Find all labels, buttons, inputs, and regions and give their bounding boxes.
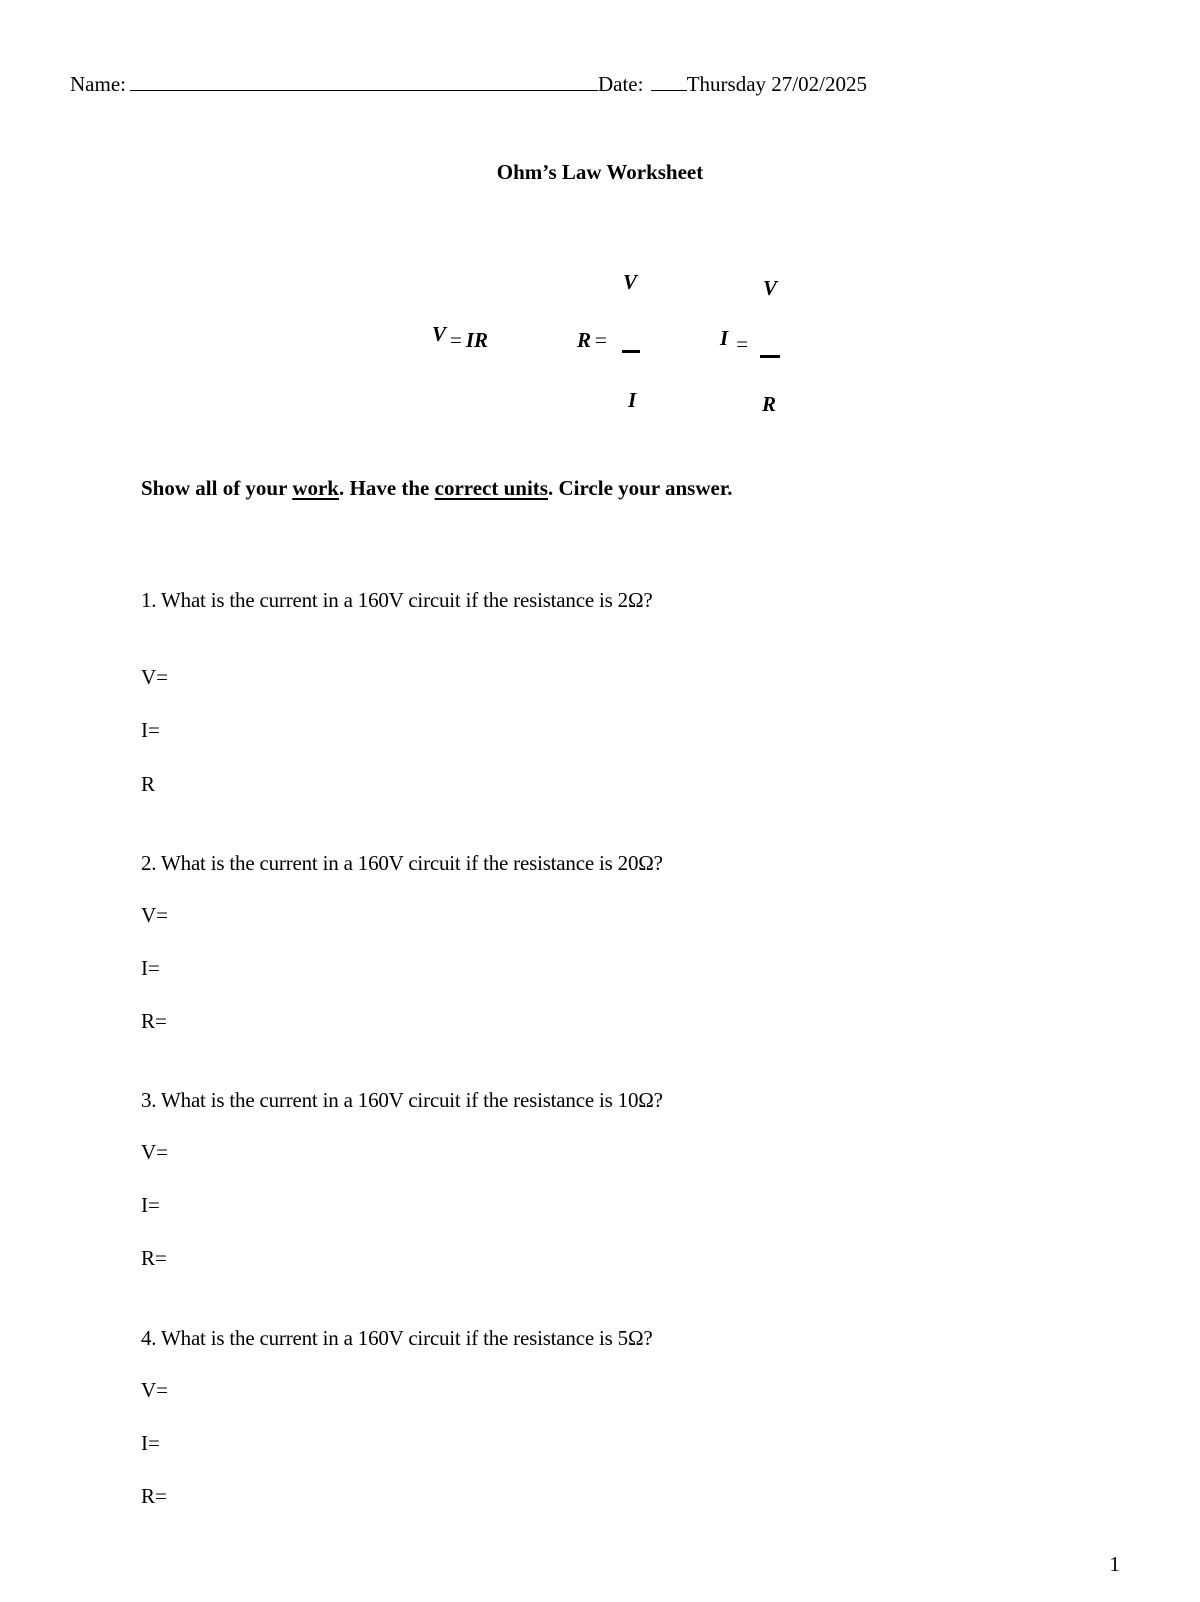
q1-resistance-label: R <box>141 772 156 796</box>
instructions-part3: . Circle your answer. <box>547 476 733 500</box>
formula-i-numerator: V <box>763 276 778 300</box>
q2-resistance-label: R= <box>141 1009 167 1033</box>
formula-v-ir-eq: = <box>450 328 462 352</box>
formula-i-fraction-bar <box>760 355 780 358</box>
q4-current-label: I= <box>141 1431 160 1455</box>
formula-v-ir-lhs: V <box>432 322 447 346</box>
date-value: Thursday 27/02/2025 <box>686 72 867 96</box>
q3-current-label: I= <box>141 1193 160 1217</box>
formula-v-ir-rhs: IR <box>465 328 489 352</box>
q1-voltage-label: V= <box>141 665 169 689</box>
name-label: Name: <box>70 72 126 96</box>
question-2: 2. What is the current in a 160V circuit if the resistance is 20Ω? <box>141 851 663 875</box>
formula-i-lhs: I <box>720 326 729 350</box>
question-1: 1. What is the current in a 160V circuit if the resistance is 2Ω? <box>141 588 653 612</box>
formula-r-lhs-group <box>577 328 607 353</box>
date-label: Date: <box>597 72 644 96</box>
formula-r-numerator: V <box>623 270 638 294</box>
q1-current-label: I= <box>141 718 160 742</box>
q4-voltage-label: V= <box>141 1378 169 1402</box>
question-3: 3. What is the current in a 160V circuit if the resistance is 10Ω? <box>141 1088 663 1112</box>
worksheet-title: Ohm’s Law Worksheet <box>496 160 704 184</box>
formula-r-lhs: R <box>577 328 592 352</box>
instructions-correct-units: correct units <box>434 476 548 500</box>
question-4: 4. What is the current in a 160V circuit if the resistance is 5Ω? <box>141 1326 653 1350</box>
instructions-part2: . Have the <box>338 476 435 500</box>
q3-voltage-label: V= <box>141 1140 169 1164</box>
formula-i-eq: = <box>736 332 749 356</box>
instructions-work: work <box>292 476 339 500</box>
header-line <box>70 70 867 97</box>
formula-v-ir <box>432 322 489 352</box>
formula-r-eq: = <box>595 328 607 352</box>
date-blank <box>651 70 687 91</box>
formula-r-denominator: I <box>628 388 637 412</box>
page-number: 1 <box>1109 1552 1120 1576</box>
name-blank <box>130 70 598 91</box>
q2-current-label: I= <box>141 956 160 980</box>
formula-r-fraction-bar <box>622 350 640 353</box>
instructions-part1: Show all of your <box>141 476 293 500</box>
formula-i-lhs-group <box>720 326 749 356</box>
q2-voltage-label: V= <box>141 903 169 927</box>
formula-i-denominator: R <box>762 392 777 416</box>
instructions <box>141 476 733 501</box>
q4-resistance-label: R= <box>141 1484 167 1508</box>
q3-resistance-label: R= <box>141 1246 167 1270</box>
